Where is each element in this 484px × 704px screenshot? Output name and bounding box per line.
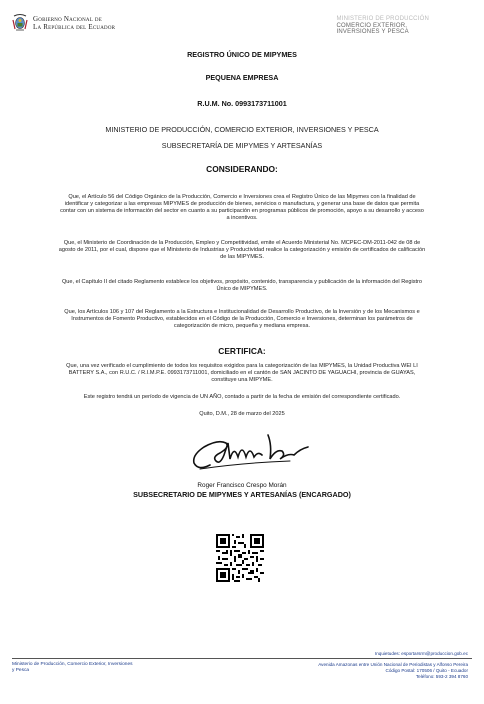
footer-postal-code: Código Postal: 170506 / Quito - Ecuador [385, 668, 468, 673]
ecuador-coat-of-arms-icon [12, 13, 28, 33]
certifica-paragraph: Que, una vez verificado el cumplimiento de todos los requisitos exigidos para la categorización de las MIPYMES, la Unidad Productiva WEI LI BATTERY S.A., con R.U.C. / R.I.M.P.E. 0993173711001, domiciliado en el cantón de SAN JACINTO DE YAGUACHI, provincia de GUAYAS, constituye una MIPYME. [66, 363, 418, 383]
government-header [12, 13, 115, 33]
footer-address [318, 662, 468, 680]
considerando-paragraph-1: Que, el Artículo 56 del Código Orgánico de la Producción, Comercio e Inversiones crea el Registro Único de las Mipymes con la finalidad de identificar y categorizar a las empresas MIPYMES de producción de bienes, servicios o manufactura, y generar una base de datos que permita contar con un sistema de información del sector en cuanto a su participación en programas públicos de promoción, apoyo a su desarrollo y acceso a incentivos. [60, 194, 424, 221]
footer-address-line1: Avenida Amazonas entre Unión Nacional de Periodistas y Alfonso Pereira [318, 662, 468, 667]
footer-divider [12, 658, 472, 659]
government-name-line1: Gobierno Nacional de [33, 15, 102, 23]
footer-ministry [12, 662, 133, 674]
handwritten-signature [180, 425, 320, 477]
footer-ministry-line2: y Pesca [12, 668, 30, 673]
considerando-paragraph-4: Que, los Artículos 106 y 107 del Reglamento a la Estructura e Institucionalidad de Desarrollo Productivo, de la Inversión y de los Mecanismos e Instrumentos de Fomento Productivo, establecidos en el Código de la Producción, Comercio e Inversiones, determinan los parámetros de categorización de micro, pequeña y mediana empresa. [64, 309, 420, 329]
subsecretaria-name: SUBSECRETARÍA DE MIPYMES Y ARTESANÍAS [161, 141, 323, 150]
ministry-name: MINISTERIO DE PRODUCCIÓN, COMERCIO EXTERIOR, INVERSIONES Y PESCA [105, 125, 379, 134]
certifica-heading: CERTIFICA: [218, 346, 266, 356]
issue-date: Quito, D.M., 28 de marzo del 2025 [199, 411, 285, 417]
document-title: REGISTRO ÚNICO DE MIPYMES [187, 50, 297, 59]
ministry-header-line3: INVERSIONES Y PESCA [336, 29, 409, 35]
signer-name: Roger Francisco Crespo Morán [197, 482, 287, 489]
verification-qr-code-icon [216, 534, 264, 582]
footer-phone: Teléfono: 593-2 394 8760 [415, 674, 468, 679]
considerando-heading: CONSIDERANDO: [206, 164, 278, 174]
ministry-header-line2: COMERCIO EXTERIOR, [336, 22, 408, 29]
company-category: PEQUENA EMPRESA [205, 73, 279, 82]
ministry-header [337, 16, 429, 36]
considerando-paragraph-2: Que, el Ministerio de Coordinación de la Producción, Empleo y Competitividad, emite el Acuerdo Ministerial No. MCPEC-DM-2011-042 de 08 de agosto de 2011, por el cual, dispone que el Ministerio de Industrias y Productividad realice la categorización y emisión de certificados de calificación de las MIPYMES. [58, 240, 426, 260]
vigencia-paragraph: Este registro tendrá un período de vigencia de UN AÑO, contado a partir de la fecha de emisión del correspondiente certificado. [83, 394, 401, 400]
footer-contact-email[interactable]: Inquietudes: esportarsrm@produccion.gob.ec [374, 651, 468, 656]
government-name-line2: La República del Ecuador [33, 23, 116, 31]
footer-ministry-line1: Ministerio de Producción, Comercio Exterior, Inversiones [12, 662, 133, 667]
considerando-paragraph-3: Que, el Capítulo II del citado Reglamento establece los objetivos, propósito, contenido, transparencia y publicación de la información del Registro Único de MIPYMES. [61, 279, 423, 292]
ministry-header-line1: MINISTERIO DE PRODUCCIÓN [336, 16, 429, 22]
rum-number: R.U.M. No. 0993173711001 [197, 99, 287, 108]
signer-title: SUBSECRETARIO DE MIPYMES Y ARTESANÍAS (ENCARGADO) [133, 490, 351, 499]
